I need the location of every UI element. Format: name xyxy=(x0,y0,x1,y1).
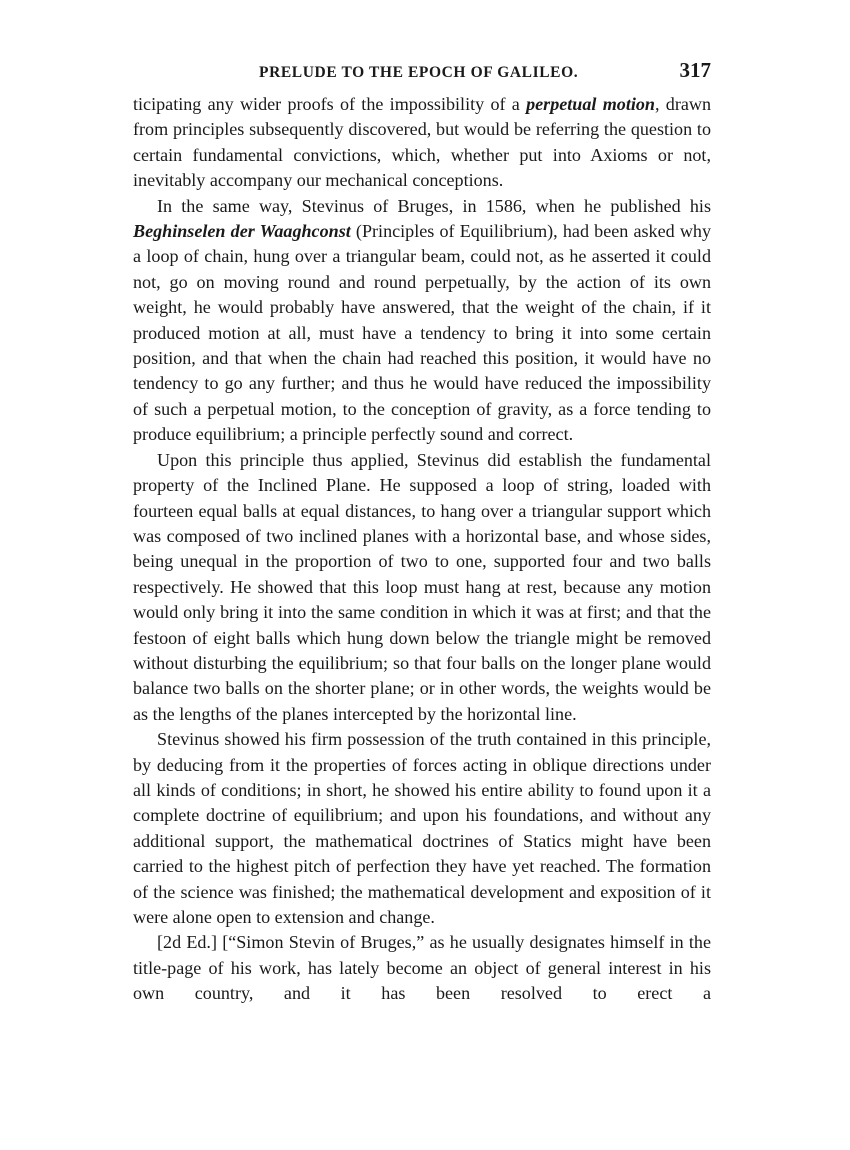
paragraph xyxy=(133,92,711,194)
paragraph xyxy=(133,930,711,1006)
text-run: Upon this principle thus applied, Stevinus did establish the fundamental property of the Inclined Plane. He supposed a loop of string, loaded with fourteen equal balls at equal distances, to hang over a triangular support which was composed of two inclined planes with a horizontal base, and whose sides, being unequal in the proportion of two to one, supported four and two balls respectively. He showed that this loop must hang at rest, because any motion would only bring it into the same condition in which it was at first; and that the festoon of eight balls which hung down below the triangle might be removed without disturbing the equilibrium; so that four balls on the longer plane would balance two balls on the shorter plane; or in other words, the weights would be as the lengths of the planes intercepted by the horizontal line. xyxy=(133,449,711,724)
italic-title: perpetual motion xyxy=(526,94,655,114)
text-run: (Principles of Equilibrium), had been asked why a loop of chain, hung over a triangular beam, could not, as he asserted it could not, go on moving round and round perpetually, by the action of its own weight, he would probably have answered, that the weight of the chain, if it produced motion at all, must have a tendency to bring it into some certain position, and that when the chain had reached this position, it would have no tendency to go any further; and thus he would have reduced the impossibility of such a perpetual motion, to the conception of gravity, as a force tending to produce equilibrium; a principle perfectly sound and correct. xyxy=(133,221,711,445)
text-run: ticipating any wider proofs of the impossibility of a xyxy=(133,94,527,114)
text-run: , drawn from principles subsequently discovered, but would be referring the question to certain fundamental convictions, which, whether put into Axioms or not, inevitably accompany our mechanical conceptions. xyxy=(133,94,712,191)
paragraph xyxy=(133,448,711,727)
text-run: In the same way, Stevinus of Bruges, in 1586, when he published his xyxy=(157,195,711,216)
italic-title: Beghinselen der Waaghconst xyxy=(133,221,351,242)
running-head xyxy=(133,58,711,88)
book-page xyxy=(133,58,711,1007)
text-run: Stevinus showed his firm possession of the truth contained in this principle, by deducing from it the properties of forces acting in oblique directions under all kinds of conditions; in short, he showed his entire ability to found upon it a complete doctrine of equilibrium; and upon his foundations, and without any additional support, the mathematical doctrines of Statics might have been carried to the highest pitch of perfection they have yet reached. The formation of the science was finished; the mathematical development and exposition of it were alone open to extension and change. xyxy=(133,729,711,927)
page-number: 317 xyxy=(679,58,711,82)
running-title: PRELUDE TO THE EPOCH OF GALILEO. xyxy=(259,64,579,81)
text-run: [2d Ed.] [“Simon Stevin of Bruges,” as he usually designates himself in the title-page of his work, has lately become an object of general interest in his own country, and it has been resolved to erect a xyxy=(133,932,711,1004)
paragraph xyxy=(133,194,711,448)
paragraph xyxy=(133,727,711,930)
body-text xyxy=(133,92,711,1007)
